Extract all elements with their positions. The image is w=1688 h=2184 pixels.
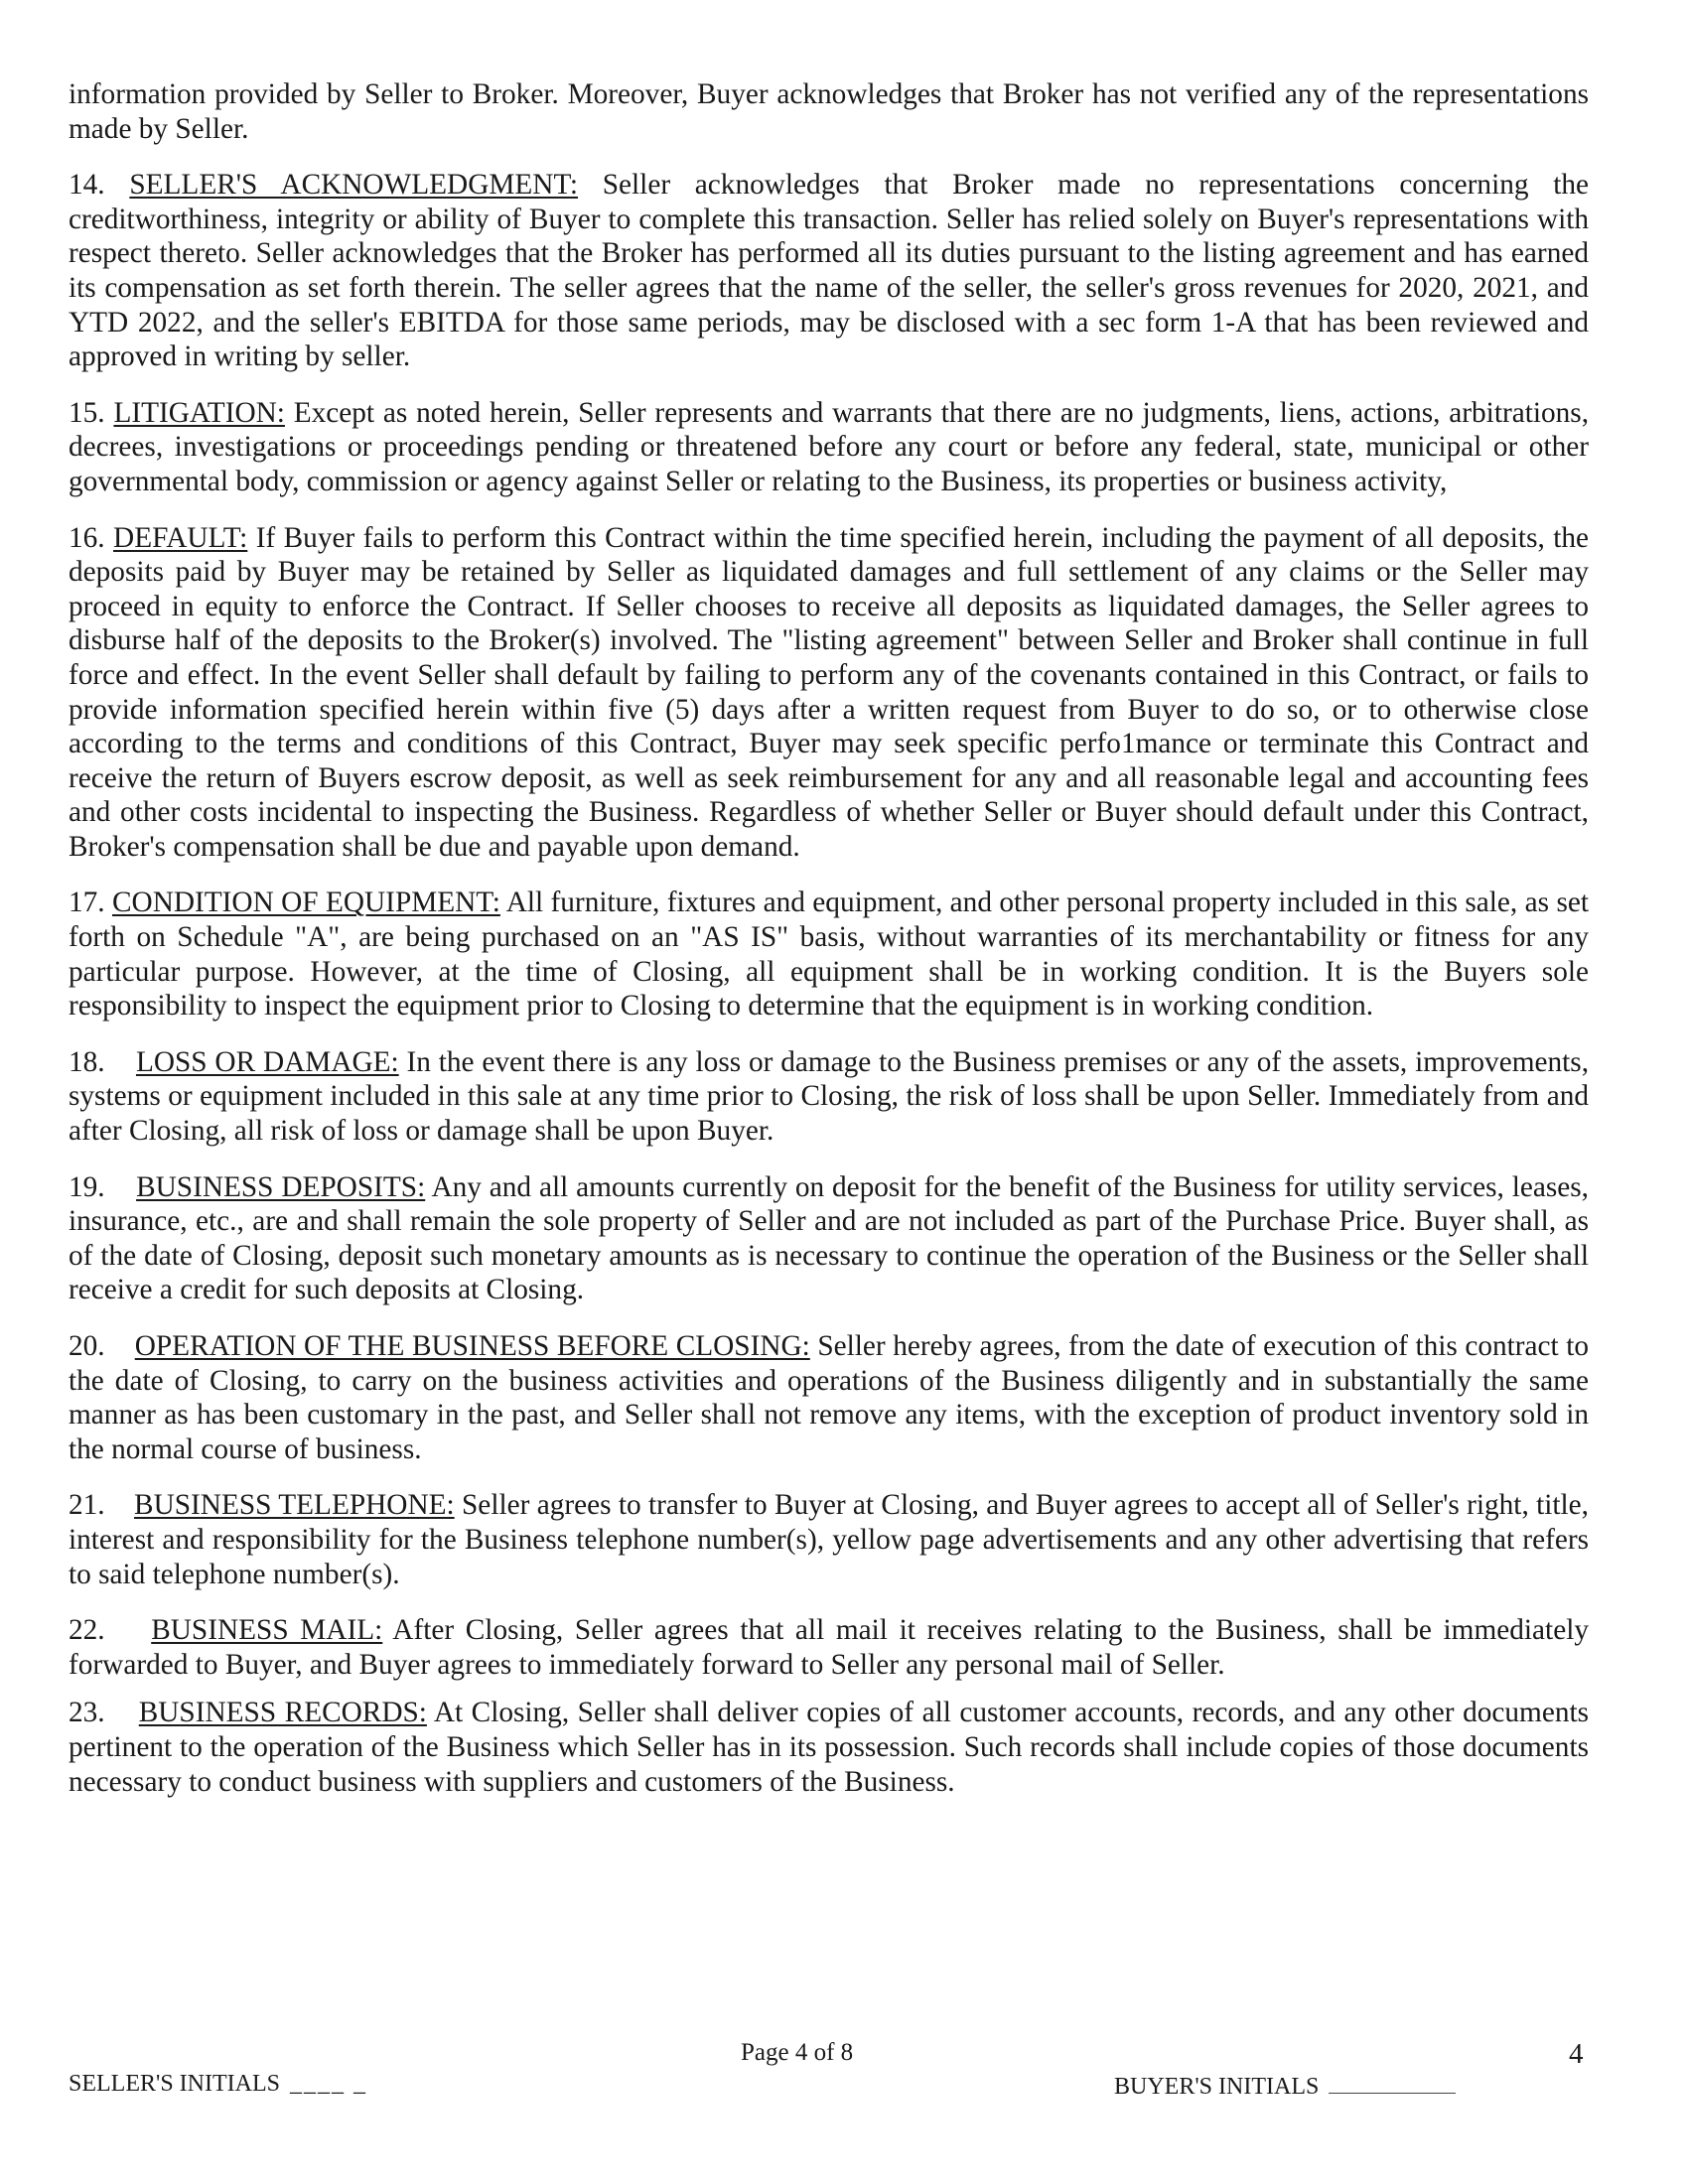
section-heading: BUSINESS DEPOSITS:	[136, 1170, 426, 1203]
section-17	[69, 886, 1589, 1023]
section-body: After Closing, Seller agrees that all mail it receives relating to the Business, shall be immediately forwarded to Buyer, and Buyer agrees to immediately forward to Seller any personal mail of Seller.	[69, 1614, 1589, 1681]
section-heading: OPERATION OF THE BUSINESS BEFORE CLOSING:	[134, 1330, 810, 1362]
section-number: 21.	[69, 1489, 105, 1522]
section-heading: BUSINESS MAIL:	[151, 1614, 383, 1647]
section-15	[69, 396, 1589, 499]
seller-initials-blank: ____ _	[289, 2071, 367, 2097]
buyer-initials-label: BUYER'S INITIALS	[1114, 2074, 1320, 2100]
section-19	[69, 1170, 1589, 1307]
section-number: 14.	[69, 169, 105, 202]
section-number: 19.	[69, 1170, 105, 1203]
section-number: 17.	[69, 887, 105, 919]
section-heading: BUSINESS TELEPHONE:	[134, 1489, 455, 1522]
seller-initials-field[interactable]	[289, 2071, 461, 2097]
section-body: If Buyer fails to perform this Contract within the time specified herein, including the payment of all deposits, the deposits paid by Buyer may be retained by Seller as liquidated damages and full settlement of any claims or the Seller may proceed in equity to enforce the Contract. If Seller chooses to receive all deposits as liquidated damages, the Seller agrees to disburse half of the deposits to the Broker(s) involved. The "listing agreement" between Seller and Broker shall continue in full force and effect. In the event Seller shall default by failing to perform any of the covenants contained in this Contract, or fails to provide information specified herein within five (5) days after a written request from Buyer to do so, or to otherwise close according to the terms and conditions of this Contract, Buyer may seek specific perfo1mance or terminate this Contract and receive the return of Buyers escrow deposit, as well as seek reimbursement for any and all reasonable legal and accounting fees and other costs incidental to inspecting the Business. Regardless of whether Seller or Buyer should default under this Contract, Broker's compensation shall be due and payable upon demand.	[69, 521, 1589, 863]
section-body: Any and all amounts currently on deposit for the benefit of the Business for utility services, leases, insurance, etc., are and shall remain the sole property of Seller and are not included as part of the Purchase Price. Buyer shall, as of the date of Closing, deposit such monetary amounts as is necessary to continue the operation of the Business or the Seller shall receive a credit for such deposits at Closing.	[69, 1170, 1589, 1306]
section-body: At Closing, Seller shall deliver copies of all customer accounts, records, and any other documents pertinent to the operation of the Business which Seller has in its possession. Such records shall include copies of those documents necessary to conduct business with suppliers and customers of the Business.	[69, 1697, 1590, 1798]
section-number: 20.	[69, 1330, 105, 1362]
section-22	[69, 1613, 1589, 1682]
section-20	[69, 1329, 1589, 1466]
section-body: Except as noted herein, Seller represents and warrants that there are no judgments, liens, actions, arbitrations, decrees, investigations or proceedings pending or threatened before any court or before any federal, state, municipal or other governmental body, commission or agency against Seller or relating to the Business, its properties or business activity,	[69, 396, 1590, 497]
section-16	[69, 521, 1589, 865]
section-14	[69, 168, 1589, 374]
section-body: Seller hereby agrees, from the date of execution of this contract to the date of Closing, to carry on the business activities and operations of the Business diligently and in substantially the same manner as has been customary in the past, and Seller shall not remove any items, with the exception of product inventory sold in the normal course of business.	[69, 1330, 1589, 1465]
section-heading: CONDITION OF EQUIPMENT:	[112, 887, 500, 919]
section-heading: LITIGATION:	[113, 396, 285, 429]
section-body: Seller agrees to transfer to Buyer at Closing, and Buyer agrees to accept all of Seller's right, title, interest and responsibility for the Business telephone number(s), yellow page advertisements and any other advertising that refers to said telephone number(s).	[69, 1489, 1590, 1590]
buyer-initials-field[interactable]	[1329, 2073, 1456, 2094]
section-heading: LOSS OR DAMAGE:	[135, 1045, 399, 1078]
section-number: 16.	[69, 521, 105, 554]
contract-page	[69, 77, 1589, 1799]
section-body: information provided by Seller to Broker. Moreover, Buyer acknowledges that Broker has not verified any of the representations made by Seller.	[69, 78, 1589, 145]
section-heading: DEFAULT:	[113, 521, 248, 554]
section-number: 23.	[69, 1697, 105, 1729]
seller-initials	[69, 2071, 461, 2098]
buyer-initials	[1114, 2073, 1456, 2101]
section-21	[69, 1488, 1589, 1591]
continued-paragraph	[69, 77, 1589, 146]
section-body: In the event there is any loss or damage to the Business premises or any of the assets, improvements, systems or equipment included in this sale at any time prior to Closing, the risk of loss shall be upon Seller. Immediately from and after Closing, all risk of loss or damage shall be upon Buyer.	[69, 1045, 1590, 1148]
section-body: All furniture, fixtures and equipment, and other personal property included in this sale, as set forth on Schedule "A", are being purchased on an "AS IS" basis, without warranties of its merchantability or fitness for any particular purpose. However, at the time of Closing, all equipment shall be in working condition. It is the Buyers sole responsibility to inspect the equipment prior to Closing to determine that the equipment is in working condition.	[69, 887, 1589, 1023]
section-number: 18.	[69, 1045, 105, 1078]
section-23	[69, 1696, 1589, 1799]
section-18	[69, 1045, 1589, 1149]
seller-initials-label: SELLER'S INITIALS	[69, 2071, 280, 2097]
section-body: Seller acknowledges that Broker made no representations concerning the creditworthiness, integrity or ability of Buyer to complete this transaction. Seller has relied solely on Buyer's representations with respect thereto. Seller acknowledges that the Broker has performed all its duties pursuant to the listing agreement and has earned its compensation as set forth therein. The seller agrees that the name of the seller, the seller's gross revenues for 2020, 2021, and YTD 2022, and the seller's EBITDA for those same periods, may be disclosed with a sec form 1-A that has been reviewed and approved in writing by seller.	[69, 169, 1590, 373]
section-number: 22.	[69, 1614, 105, 1647]
section-heading: SELLER'S ACKNOWLEDGMENT:	[129, 169, 579, 202]
page-number: 4	[1569, 2038, 1584, 2070]
section-heading: BUSINESS RECORDS:	[138, 1697, 427, 1729]
section-number: 15.	[69, 396, 105, 429]
page-counter: Page 4 of 8	[741, 2039, 854, 2066]
